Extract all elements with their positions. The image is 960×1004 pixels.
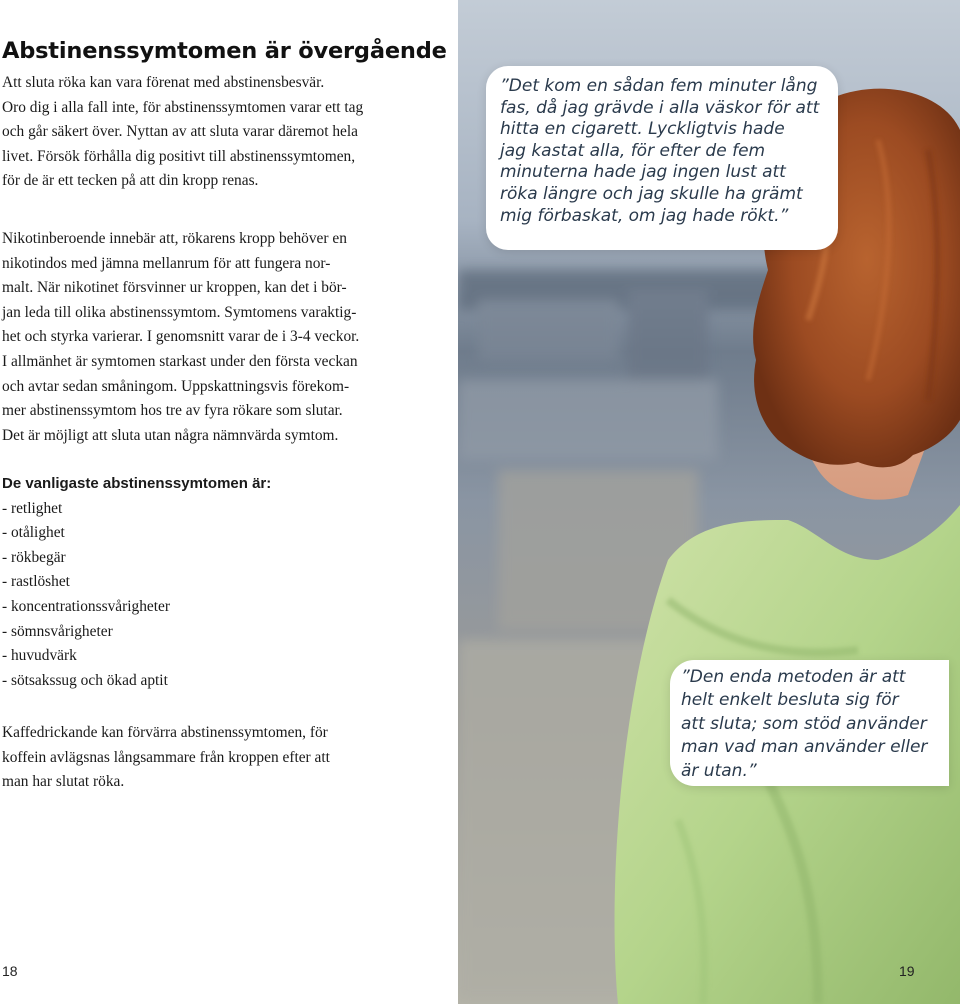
quote-line: att sluta; som stöd använder <box>681 713 927 734</box>
list-item: - rastlöshet <box>2 573 70 591</box>
quote-line: minuterna hade jag ingen lust att <box>500 162 786 183</box>
text-line: I allmänhet är symtomen starkast under den första veckan <box>2 352 358 370</box>
page-title: Abstinenssymtomen är övergående <box>2 38 447 64</box>
quote-line: ”Den enda metoden är att <box>681 667 906 687</box>
text-line: het och styrka varierar. I genomsnitt varar de i 3-4 veckor. <box>2 328 360 346</box>
text-line: Det är möjligt att sluta utan några nämnvärda symtom. <box>2 426 339 444</box>
quote-line: man vad man använder eller <box>681 737 928 758</box>
symptoms-list <box>2 472 271 693</box>
quote-line: röka längre och jag skulle ha grämt <box>500 183 803 204</box>
quote-line: mig förbaskat, om jag hade rökt.” <box>500 205 789 226</box>
list-item: - retlighet <box>2 499 63 517</box>
right-page <box>458 0 960 1004</box>
quote-bubble-2 <box>670 660 949 786</box>
text-line: jan leda till olika abstinenssymtom. Symtomens varaktig- <box>2 303 357 321</box>
list-item: - sömnsvårigheter <box>2 622 113 640</box>
list-item: - sötsakssug och ökad aptit <box>2 671 168 689</box>
text-line: livet. Försök förhålla dig positivt till abstinenssymtomen, <box>2 147 356 165</box>
text-line: Att sluta röka kan vara förenat med abstinensbesvär. <box>2 74 325 91</box>
quote-line: hitta en cigarett. Lyckligtvis hade <box>500 119 785 140</box>
text-line: mer abstinenssymtom hos tre av fyra rökare som slutar. <box>2 402 343 420</box>
text-line: Kaffedrickande kan förvärra abstinenssymtomen, för <box>2 724 328 741</box>
quote-line: fas, då jag grävde i alla väskor för att <box>500 97 820 118</box>
text-line: för de är ett tecken på att din kropp renas. <box>2 172 259 190</box>
text-line: och går säkert över. Nyttan av att sluta varar däremot hela <box>2 123 358 141</box>
intro-paragraph <box>2 71 363 194</box>
list-item: - rökbegär <box>2 548 66 566</box>
quote-line: ”Det kom en sådan fem minuter lång <box>500 76 818 96</box>
symptoms-heading: De vanligaste abstinenssymtomen är: <box>2 475 272 492</box>
quote-line: är utan.” <box>681 760 757 781</box>
page-number-right: 19 <box>899 963 915 979</box>
text-line: och avtar sedan småningom. Uppskattningsvis förekom- <box>2 377 350 395</box>
text-line: koffein avlägsnas långsammare från kroppen efter att <box>2 748 330 766</box>
quote-line: helt enkelt besluta sig för <box>681 690 899 711</box>
quote-line: jag kastat alla, för efter de fem <box>500 140 766 161</box>
list-item: - huvudvärk <box>2 647 77 665</box>
coffee-paragraph <box>2 721 330 795</box>
text-line: Nikotinberoende innebär att, rökarens kropp behöver en <box>2 230 347 247</box>
quote-bubble-1 <box>486 66 838 250</box>
page-number-left: 18 <box>2 963 18 979</box>
text-line: nikotindos med jämna mellanrum för att fungera nor- <box>2 254 331 272</box>
left-page <box>0 0 458 1004</box>
nicotine-paragraph <box>2 227 359 448</box>
text-line: Oro dig i alla fall inte, för abstinenssymtomen varar ett tag <box>2 98 364 116</box>
list-item: - koncentrationssvårigheter <box>2 597 170 615</box>
text-line: malt. När nikotinet försvinner ur kroppen, kan det i bör- <box>2 279 347 297</box>
list-item: - otålighet <box>2 524 65 542</box>
text-line: man har slutat röka. <box>2 773 125 791</box>
